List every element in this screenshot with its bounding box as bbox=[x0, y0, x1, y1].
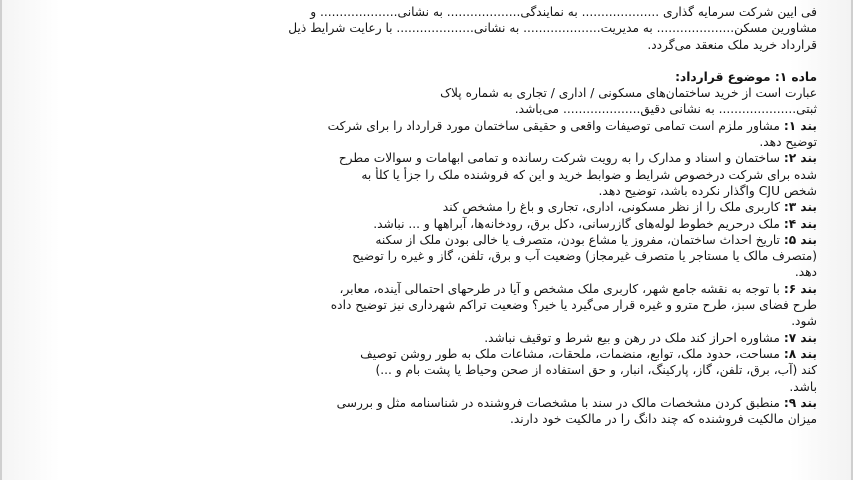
clause-label: بند ۴: bbox=[783, 216, 817, 231]
clause-text: میزان مالکیت فروشنده که چند دانگ را در مالکیت خود دارند. bbox=[509, 412, 817, 427]
clause-text: توضیح دهد. bbox=[759, 135, 817, 150]
clause-text: شخص CJU واگذار نکرده باشد، توضیح دهد. bbox=[598, 183, 817, 198]
clause-text: ملک درحریم خطوط لوله‌های گازرسانی، دکل برق، رودخانه‌ها، آبراهها و ... نباشد. bbox=[373, 216, 780, 231]
article-1-line-2: ثبتی.................... به نشانی دقیق.................... می‌باشد. bbox=[514, 102, 817, 117]
article-1-heading: ماده ۱: موضوع قرارداد: bbox=[675, 69, 817, 84]
clause-5 bbox=[92, 232, 817, 281]
clause-9 bbox=[92, 395, 817, 428]
clause-text: ساختمان و اسناد و مدارک را به رویت شرکت رسانده و تمامی ابهامات و سوالات مطرح bbox=[338, 151, 780, 166]
clause-1 bbox=[92, 118, 817, 151]
intro-line-1: فی ایین شرکت سرمایه گذاری .................... به نمایندگی................... به نشانی.................... و bbox=[310, 5, 817, 19]
clause-text: مشاور ملزم است تمامی توصیفات واقعی و حقیقی ساختمان مورد قرارداد را برای شرکت bbox=[327, 118, 780, 133]
clause-label: بند ۱: bbox=[783, 118, 817, 133]
clause-text: (متصرف مالک یا مستاجر یا متصرف غیرمجاز) وضعیت آب و برق، تلفن، گاز و غیره را توضیح bbox=[352, 249, 817, 264]
clause-text: کاربری ملک را از نظر مسکونی، اداری، تجاری و باغ را مشخص کند bbox=[442, 200, 780, 215]
clause-text: مساحت، حدود ملک، توابع، منضمات، ملحقات، مشاعات ملک به طور روشن توصیف bbox=[360, 346, 780, 361]
article-1-line-1: عبارت است از خرید ساختمان‌های مسکونی / اداری / تجاری به شماره پلاک bbox=[440, 86, 817, 101]
clause-text: شود. bbox=[791, 314, 817, 329]
clause-text: مشاوره احراز کند ملک در رهن و بیع شرط و توقیف نباشد. bbox=[484, 330, 780, 345]
clause-label: بند ۲: bbox=[783, 151, 817, 166]
clause-text: دهد. bbox=[794, 265, 817, 280]
clause-8 bbox=[92, 346, 817, 395]
clause-label: بند ۹: bbox=[783, 395, 817, 410]
clause-7 bbox=[92, 330, 817, 346]
clause-text: باشد. bbox=[789, 379, 817, 394]
intro-line-3: قرارداد خرید ملک منعقد می‌گردد. bbox=[647, 37, 817, 52]
clause-text: با توجه به نقشه جامع شهر، کاربری ملک مشخص و آیا در طرحهای احتمالی آینده، معابر، bbox=[339, 281, 780, 296]
clause-2 bbox=[92, 150, 817, 199]
clause-text: طرح فضای سبز، طرح مترو و غیره قرار می‌گیرد یا خیر؟ وضعیت تراکم شهرداری نیز توضیح داده bbox=[330, 298, 817, 313]
intro-line-2: مشاورین مسکن.................... به مدیریت.................... به نشانی.................... با رعایت شرایط ذیل bbox=[288, 21, 817, 36]
clause-text: تاریخ احداث ساختمان، مفروز یا مشاع بودن، متصرف یا خالی بودن ملک از سکنه bbox=[375, 232, 780, 247]
clause-3 bbox=[92, 199, 817, 215]
clause-text: کند (آب، برق، تلفن، گاز، پارکینگ، انبار، و حق استفاده از صحن وحیاط یا پشت بام و ...) bbox=[375, 363, 817, 378]
clause-4 bbox=[92, 216, 817, 232]
contract-document bbox=[92, 4, 817, 427]
paragraph-gap bbox=[92, 53, 817, 67]
clause-label: بند ۳: bbox=[783, 200, 817, 215]
clause-text: شده برای شرکت درخصوص شرایط و ضوابط خرید و این که فروشنده ملک را جزأ یا کلأ به bbox=[361, 167, 817, 182]
clause-label: بند ۷: bbox=[783, 330, 817, 345]
clause-6 bbox=[92, 281, 817, 330]
clause-text: منطبق کردن مشخصات مالک در سند با مشخصات فروشنده در شناسنامه مثل و بررسی bbox=[336, 395, 780, 410]
clause-label: بند ۵: bbox=[783, 232, 817, 247]
clause-label: بند ۶: bbox=[783, 281, 817, 296]
scan-edge-left bbox=[0, 0, 2, 480]
clause-label: بند ۸: bbox=[783, 346, 817, 361]
